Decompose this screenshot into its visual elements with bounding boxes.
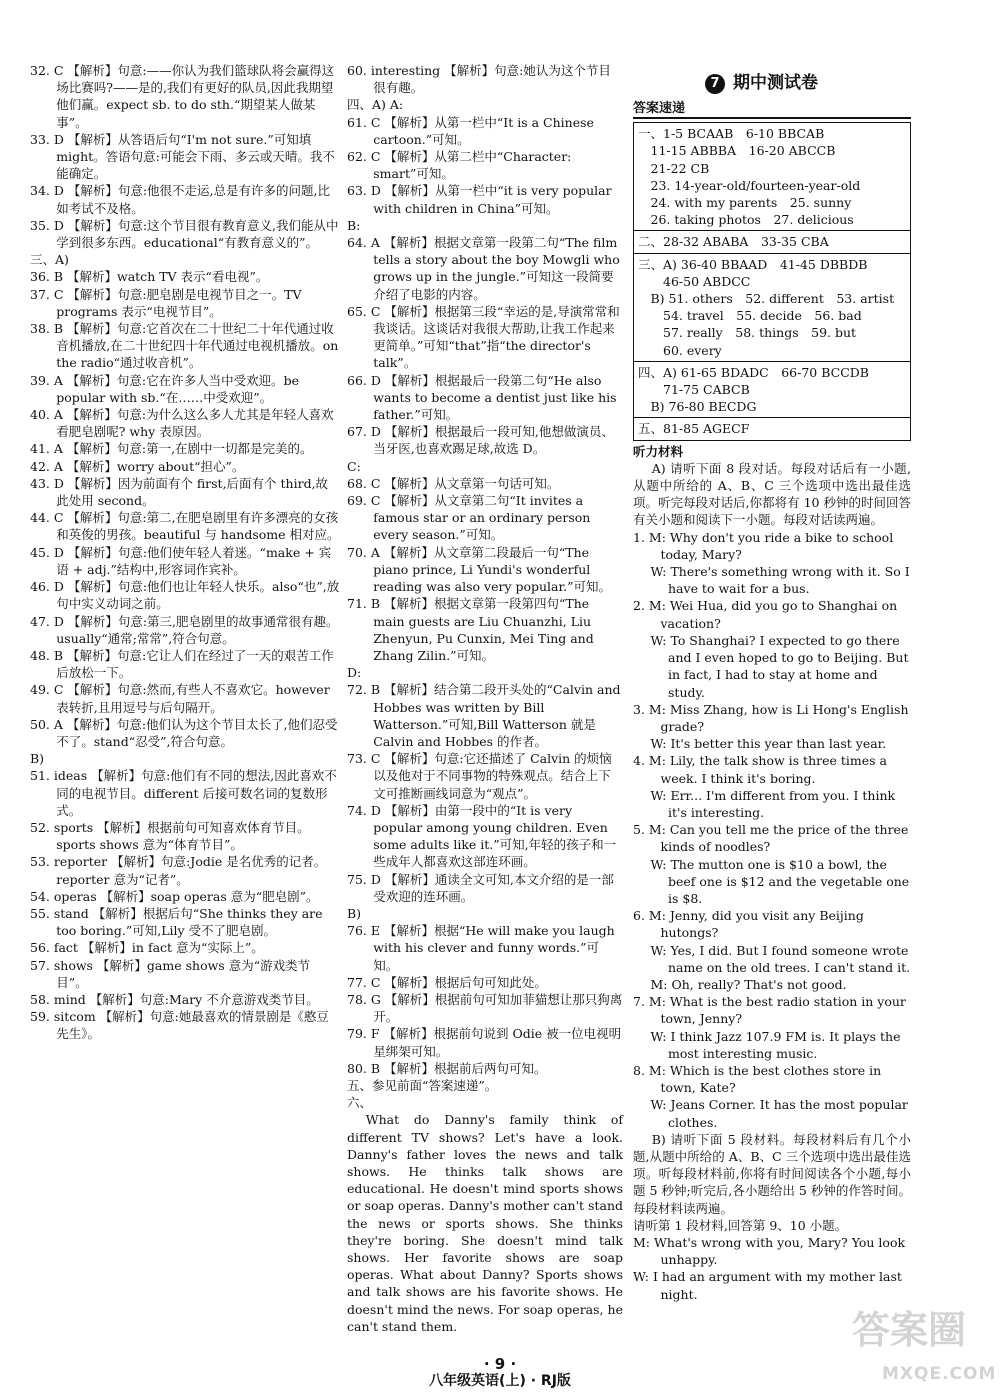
answer-line: 21-22 CB xyxy=(638,160,710,176)
dialogue-line: M: Oh, really? That's not good. xyxy=(650,976,847,992)
answer-key-box xyxy=(633,122,911,440)
answer-item: 38. B 【解析】句意:它首次在二十世纪二十年代通过收音机播放,在二十世纪四十年代通过电视机播放。on the radio“通过收音机”。 xyxy=(30,321,339,371)
answer-item: 75. D 【解析】通读全文可知,本文介绍的是一部受欢迎的连环画。 xyxy=(347,871,614,904)
section-heading: B) xyxy=(347,905,362,921)
section-heading: B: xyxy=(347,217,361,233)
dialogue-line: 2. M: Wei Hua, did you go to Shanghai on vacation? xyxy=(633,598,898,631)
listening-intro-b: B) 请听下面 5 段材料。每段材料后有几个小题,从题中所给的 A、B、C 三个选项中选出最佳选项。听每段材料前,你将有时间阅读各个小题,每小题 5 秒钟;听完后,各小题给出 5 秒钟的作答时间。每段材料读两遍。 xyxy=(633,1131,911,1216)
material1-dialogue xyxy=(633,1234,911,1303)
listening-intro-a: A) 请听下面 8 段对话。每段对话后有一小题,从题中所给的 A、B、C 三个选项中选出最佳选项。听完每段对话后,你都将有 10 秒钟的时间回答有关小题和阅读下一小题。每段对话读两遍。 xyxy=(633,460,911,528)
answer-item: 37. C 【解析】句意:肥皂剧是电视节目之一。TV programs 表示“电视节目”。 xyxy=(30,286,302,319)
answer-item: 32. C 【解析】句意:——你认为我们篮球队将会赢得这场比赛吗?——是的,我们有更好的队员,因此我期望他们赢。expect sb. to do sth.“期望某人做某事”。 xyxy=(30,63,335,130)
answer-item: 53. reporter 【解析】句意:Jodie 是名优秀的记者。reporter 意为“记者”。 xyxy=(30,854,327,887)
answer-item: 69. C 【解析】从文章第二句“It invites a famous star or an ordinary person every season.”可知。 xyxy=(347,493,591,543)
answer-line: 46-50 ABDCC xyxy=(638,273,751,289)
answer-line: B) 51. others 52. different 53. artist xyxy=(638,291,895,307)
answer-heading: 答案速递 xyxy=(633,100,911,119)
material1-label: 请听第 1 段材料,回答第 9、10 小题。 xyxy=(633,1217,848,1233)
section-heading: 六、 xyxy=(347,1095,373,1111)
answer-item: 44. C 【解析】句意:第二,在肥皂剧里有许多漂亮的女孩和英俊的男孩。beautiful 与 handsome 相对应。 xyxy=(30,510,340,543)
dialogue-line: W: The mutton one is $10 a bowl, the beef one is $12 and the vegetable one is $8. xyxy=(650,856,910,906)
answer-item: 34. D 【解析】句意:他很不走运,总是有许多的问题,比如考试不及格。 xyxy=(30,183,331,216)
answer-item: 49. C 【解析】句意:然而,有些人不喜欢它。however 表转折,且用逗号与后句隔开。 xyxy=(30,682,330,715)
dialogue-line: W: Jeans Corner. It has the most popular clothes. xyxy=(650,1097,908,1130)
dialogue-line: W: It's better this year than last year. xyxy=(650,736,887,752)
section-heading: 四、A) A: xyxy=(347,97,404,113)
listening-heading: 听力材料 xyxy=(633,443,684,459)
answer-section xyxy=(634,362,910,419)
answer-item: 42. A 【解析】worry about“担心”。 xyxy=(30,458,245,474)
answer-item: 57. shows 【解析】game shows 意为“游戏类节目”。 xyxy=(30,957,311,990)
answer-line: 23. 14-year-old/fourteen-year-old xyxy=(638,177,861,193)
answer-item: 55. stand 【解析】根据后句“She thinks they are too boring.”可知,Lily 受不了肥皂剧。 xyxy=(30,905,323,939)
section-header xyxy=(705,74,911,94)
dialogue-line: 4. M: Lily, the talk show is three times a week. I think it's boring. xyxy=(633,753,887,786)
answer-item: 72. B 【解析】结合第二段开头处的“Calvin and Hobbes was written by Bill Watterson.”可知,Bill Watterson 就是 Calvin and Hobbes 的作者。 xyxy=(347,682,621,749)
section-title: 期中测试卷 xyxy=(733,73,818,94)
answer-item: 63. D 【解析】从第一栏中“it is very popular with children in China”可知。 xyxy=(347,183,612,216)
dialogue-line: 1. M: Why don't you ride a bike to school today, Mary? xyxy=(633,529,894,562)
answer-line: 24. with my parents 25. sunny xyxy=(638,195,852,211)
answer-item: 45. D 【解析】句意:他们使年轻人着迷。“make + 宾语 + adj.”结构中,形容词作宾补。 xyxy=(30,544,332,577)
answer-item: 67. D 【解析】根据最后一段可知,他想做演员、当牙医,也喜欢踢足球,故选 D。 xyxy=(347,424,614,457)
answer-item: 71. B 【解析】根据文章第一段第四句“The main guests are Liu Chuanzhi, Liu Zhenyun, Pu Cunxin, Mei Ting and Zhang Zilin.”可知。 xyxy=(347,596,594,663)
answer-item: 65. C 【解析】根据第三段“幸运的是,导演常常和我谈话。这谈话对我很大帮助,让我工作起来更简单。”可知“that”指“the director's talk”。 xyxy=(347,303,620,371)
answer-item: 60. interesting 【解析】句意:她认为这个节目很有趣。 xyxy=(347,63,611,96)
answer-item: 40. A 【解析】句意:为什么这么多人尤其是年轻人喜欢看肥皂剧呢? why 表原因。 xyxy=(30,407,334,440)
answer-line: 三、A) 36-40 BBAAD 41-45 DBBDB xyxy=(638,256,868,272)
dialogue-line: 6. M: Jenny, did you visit any Beijing hutongs? xyxy=(633,908,864,941)
dialogue-line: W: I had an argument with my mother last night. xyxy=(633,1269,902,1302)
answer-line: 11-15 ABBBA 16-20 ABCCB xyxy=(638,143,836,159)
answer-line: 54. travel 55. decide 56. bad xyxy=(638,308,862,324)
section-number-badge: 7 xyxy=(705,74,725,94)
section-heading: B) xyxy=(30,751,45,767)
dialogue-line: W: To Shanghai? I expected to go there and I even hoped to go to Beijing. But in fact, I had to stay at home and study. xyxy=(650,632,909,700)
column-middle xyxy=(347,62,623,1335)
answer-item: 79. F 【解析】根据前句说到 Odie 被一位电视明星绑架可知。 xyxy=(347,1026,622,1059)
answer-item: 43. D 【解析】因为前面有个 first,后面有个 third,故此处用 second。 xyxy=(30,475,329,509)
answer-item: 54. operas 【解析】soap operas 意为“肥皂剧”。 xyxy=(30,888,319,904)
book-title: 八年级英语(上) · RJ版 xyxy=(429,1373,571,1389)
dialogue-line: 7. M: What is the best radio station in your town, Jenny? xyxy=(633,994,906,1027)
answer-line: 二、28-32 ABABA 33-35 CBA xyxy=(638,234,829,250)
passage-text: What do Danny's family think of different TV shows? Let's have a look. Danny's father loves the news and talk shows. He thinks talk shows are educational. He doesn't mind sports shows or soap operas. Danny's mother can't stand the news or sports shows. She thinks they're boring. She doesn't mind talk shows. Her favorite shows are soap operas. What about Danny? Sports shows and talk shows are his favorite shows. He doesn't mind the news. For soap operas, he can't stand them. xyxy=(347,1112,623,1334)
dialogue-line: W: Yes, I did. But I found someone wrote name on the old trees. I can't stand it. xyxy=(650,942,911,975)
dialogue-line: 8. M: Which is the best clothes store in town, Kate? xyxy=(633,1062,882,1096)
dialogue-line: W: Err... I'm different from you. I think it's interesting. xyxy=(650,787,896,820)
answer-item: 50. A 【解析】句意:他们认为这个节目太长了,他们忍受不了。stand“忍受”,符合句意。 xyxy=(30,716,338,749)
answer-item: 73. C 【解析】句意:它还描述了 Calvin 的烦恼以及他对于不同事物的特殊观点。结合上下文可推断画线词意为“观点”。 xyxy=(347,751,612,801)
dialogue-line: 3. M: Miss Zhang, how is Li Hong's English grade? xyxy=(633,701,909,734)
answer-line: 五、81-85 AGECF xyxy=(638,421,750,437)
dialogue-line: W: There's something wrong with it. So I have to wait for a bus. xyxy=(650,564,910,597)
answer-item: 58. mind 【解析】句意:Mary 不介意游戏类节目。 xyxy=(30,991,319,1007)
dialogue-line: 5. M: Can you tell me the price of the three kinds of noodles? xyxy=(633,822,909,855)
answer-item: 51. ideas 【解析】句意:他们有不同的想法,因此喜欢不同的电视节目。different 后接可数名词的复数形式。 xyxy=(30,768,337,818)
answer-item: 52. sports 【解析】根据前句可知喜欢体育节目。sports shows 意为“体育节目”。 xyxy=(30,819,310,853)
dialogue-list xyxy=(633,529,911,1131)
section-heading: C: xyxy=(347,458,361,474)
answer-section xyxy=(634,418,910,439)
answer-section xyxy=(634,254,910,362)
answer-item: 78. G 【解析】根据前句可知加菲猫想让那只狗离开。 xyxy=(347,991,623,1025)
answer-line: 71-75 CABCB xyxy=(638,382,750,398)
answer-item: 35. D 【解析】句意:这个节目很有教育意义,我们能从中学到很多东西。educational“有教育意义的”。 xyxy=(30,217,339,251)
answer-line: 26. taking photos 27. delicious xyxy=(638,212,854,228)
answer-line: 四、A) 61-65 BDADC 66-70 BCCDB xyxy=(638,364,869,380)
answer-item: 46. D 【解析】句意:他们也让年轻人快乐。also“也”,放句中实义动词之前。 xyxy=(30,579,340,612)
answer-line: 60. every xyxy=(638,342,722,358)
answer-item: 61. C 【解析】从第一栏中“It is a Chinese cartoon.”可知。 xyxy=(347,114,594,147)
answer-item: 56. fact 【解析】in fact 意为“实际上”。 xyxy=(30,940,264,956)
column-right xyxy=(633,62,911,1303)
answer-item: 68. C 【解析】从文章第一句话可知。 xyxy=(347,475,560,491)
answer-item: 74. D 【解析】由第一段中的“It is very popular among young children. Even some adults like it.”可知,年轻的孩子和一些成年人都喜欢这部连环画。 xyxy=(347,802,617,870)
answer-item: 66. D 【解析】根据最后一段第二句“He also wants to become a dentist just like his father.”可知。 xyxy=(347,372,617,423)
answer-item: 36. B 【解析】watch TV 表示“看电视”。 xyxy=(30,269,269,285)
page-number: · 9 · xyxy=(483,1355,517,1373)
answer-item: 59. sitcom 【解析】句意:她最喜欢的情景剧是《憨豆先生》。 xyxy=(30,1009,329,1042)
answer-section xyxy=(634,231,910,253)
answer-line: 一、1-5 BCAAB 6-10 BBCAB xyxy=(638,126,825,142)
dialogue-line: W: I think Jazz 107.9 FM is. It plays the most interesting music. xyxy=(650,1028,901,1061)
answer-item: 64. A 【解析】根据文章第一段第二句“The film tells a story about the boy Mowgli who grows up in the jungle.”可知这一段简要介绍了电影的内容。 xyxy=(347,235,620,302)
answer-item: 70. A 【解析】从文章第二段最后一句“The piano prince, Li Yundi's wonderful reading was also very popular.”可知。 xyxy=(347,544,611,595)
answer-item: 62. C 【解析】从第二栏中“Character: smart”可知。 xyxy=(347,149,572,182)
answer-item: 77. C 【解析】根据后句可知此处。 xyxy=(347,974,547,990)
answer-item: 33. D 【解析】从答语后句“I'm not sure.”可知填 might。答语句意:可能会下雨、多云或天晴。我不能确定。 xyxy=(30,131,335,182)
answer-item: 39. A 【解析】句意:它在许多人当中受欢迎。be popular with sb.“在……中受欢迎”。 xyxy=(30,372,299,405)
section-heading: 五、参见前面“答案速递”。 xyxy=(347,1077,498,1093)
answer-item: 76. E 【解析】根据“He will make you laugh with his clever and funny words.”可知。 xyxy=(347,923,615,973)
section-heading: D: xyxy=(347,665,362,681)
dialogue-line: M: What's wrong with you, Mary? You look unhappy. xyxy=(633,1235,906,1268)
answer-section xyxy=(634,123,910,231)
column-left xyxy=(30,62,340,1043)
answer-item: 47. D 【解析】句意:第三,肥皂剧里的故事通常很有趣。usually“通常;常常”,符合句意。 xyxy=(30,613,339,646)
answer-line: 57. really 58. things 59. but xyxy=(638,325,857,341)
answer-line: B) 76-80 BECDG xyxy=(638,399,757,415)
watermark-logo: 答案圈 MXQE.COM xyxy=(852,1308,997,1384)
answer-item: 41. A 【解析】句意:第一,在剧中一切都是完美的。 xyxy=(30,441,313,457)
section-heading: 三、A) xyxy=(30,252,69,268)
answer-item: 80. B 【解析】根据前后两句可知。 xyxy=(347,1060,547,1076)
answer-item: 48. B 【解析】句意:它让人们在经过了一天的艰苦工作后放松一下。 xyxy=(30,647,334,681)
